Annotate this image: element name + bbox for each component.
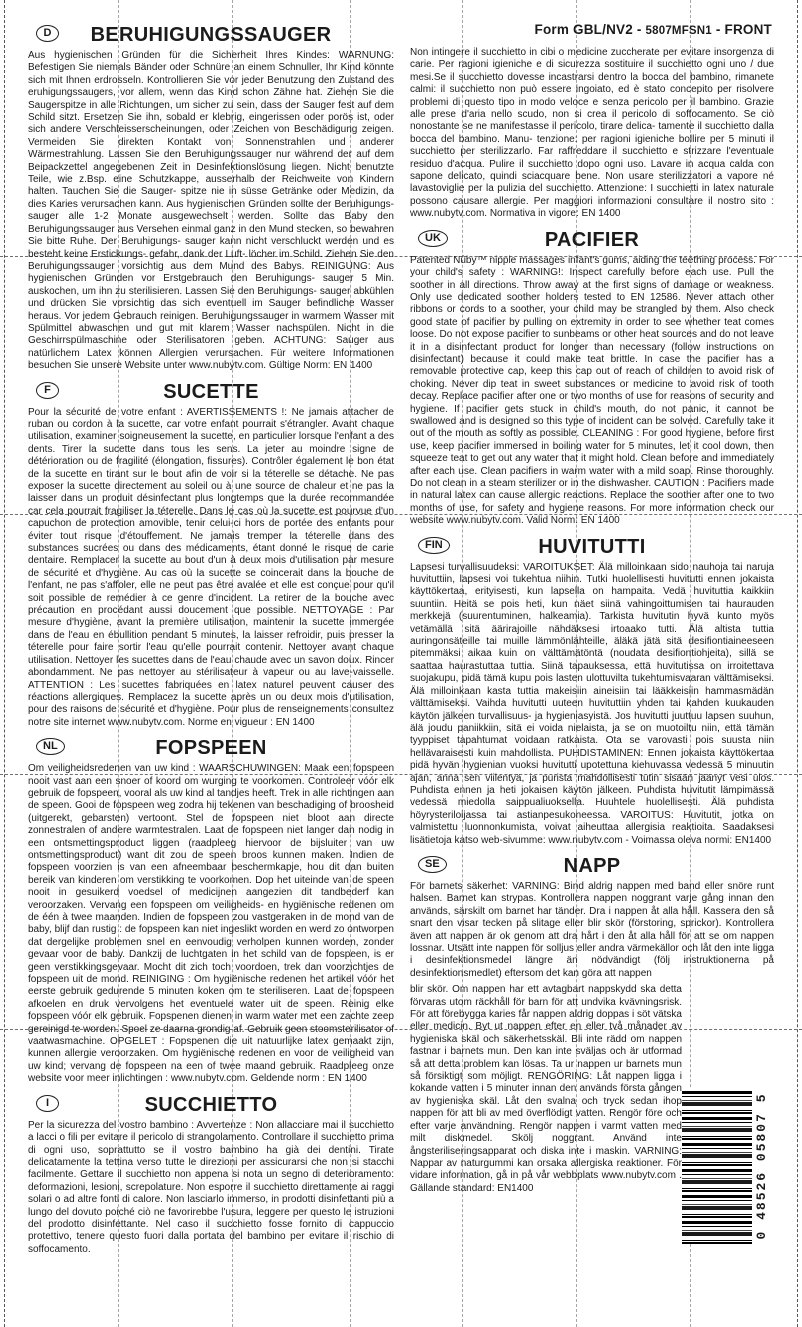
barcode: [682, 1088, 778, 1244]
language-badge-fin: FIN: [418, 537, 450, 554]
language-badge-d: D: [36, 25, 59, 42]
section-header-english: [410, 228, 774, 252]
cut-line-left-edge: [4, 0, 5, 1327]
section-english: [410, 228, 774, 528]
section-body-swedish-wide: För barnets säkerhet: VARNING: Bind aldrig nappen med band eller snöre runt halsen. Barnet kan strypas. Kontrollera nappen noggrant varje gång innan den används, särskilt om barnet har tänder. Dra i nappen åt alla håll. Kassera den så snart den visar tecken på slitage eller blir skör (förstoring, sprickor). Kontrollera även att nappen är ok genom att dra hårt i den åt alla håll för att se om nappen lossnar. Utsätt inte nappen för solljus eller andra värmekällor och låt den inte ligga i desinfektionsmedel längre än nödvändigt (följ instruktionerna på desinfektionsmedlet) eftersom det kan göra att nappen: [410, 880, 774, 979]
section-body-italian: Per la sicurezza del vostro bambino : Avvertenze : Non allacciare mai il succhietto a lacci o fili per evitare il pericolo di strangolamento. Controllare il succhietto prima di ogni uso, soprattutto se il vostro bambino ha già dei dentini. Tirate delicatamente la tettina verso tutte le direzioni per assicurarsi che non si stacchi facilmente. Gettare il succhietto non appena si nota un segno di deterioramento: deformazioni, lesioni, screpolature. Non esporre il succhietto direttamente ai raggi solari o ad altre fonti di calore. Non lasciarlo immerso, in prodotti disinfettanti più a lungo del dovuto poiché ciò ne favorirebbe l'usura, leggere per questo le istruzioni del prodotto disinfettante. Nel caso il succhietto fosse fornito di cappuccio protettivo, tenere questo fuori dalla portata del bambino per evitare il rischio di soffocamento.: [28, 1119, 394, 1255]
section-title-swedish: NAPP: [563, 854, 621, 877]
section-body-german: Aus hygienischen Gründen für die Sicherheit Ihres Kindes: WARNUNG: Befestigen Sie niemals Bänder oder Schnüre an einem Schnuller, Ihr Kind könnte sich mit Ihnen erdrosseln. Kontrollieren Sie vor jeder Benutzung den Zustand des eruhigungssaugers, vor allem, wenn das Kind schon Zähne hat. Ziehen Sie die Saugerspitze in alle Richtungen, um sicher zu sein, dass der Sauger fest auf dem Schild sitzt. Ersetzen Sie ihn, sobald er klebrig, eingerissen oder porös ist, oder sich andere Verschleisserscheinungen, oder Zeichen von Beschädigung zeigen. Vermeiden Sie direkten Kontakt von Sonnenstrahlen und anderer Wärmestrahlung. Lassen Sie den Beruhigungssauger nur während der auf dem Beipackzettel angegebenen Zeit in Desinfektionslösung liegen. Nicht benutzte Teile, wie z.Bsp. eine Schutzkappe, ausserhalb der Reichweite von Kindern halten. Tauchen Sie die Sauger- spitze nie in süsse Getränke oder Medizin, da dies Karies verursachen kann. Aus hygienischen Gründen sollte der Beruhigungs- sauger alle 1-2 Monate ausgewechselt werden. Sollte das Baby den Beruhigungssauger aus Versehen einmal ganz in den Mund stecken, so bewahren Sie bitte Ruhe. Der Beruhigungs- sauger kann nicht verschluckt werden und es besteht keine Erstickungs- gefahr, dank der Luft- löcher im Schild. Ziehen Sie den Beruhigungssauger vorsichtig aus dem Mund des Babys. REINIGUNG: Aus hygienischen Gründen vor Erstgebrauch den Beruhigungs- sauger 5 Min. auskochen, um ihn zu sterilisieren. Lassen Sie den Beruhigungs- sauger abkühlen und drücken Sie vorsichtig das sich eventuell im Sauger befindliche Wasser heraus. Vor jedem Gebrauch reinigen. Beruhigungssauger in warmem Wasser mit Spülmittel abwaschen und gut mit klarem Wasser nachspülen. Nicht in die Geschirrspülmaschine oder Sterilisatoren geben. ACHTUNG: Sauger aus natürlichem Latex können Allergien verursachen. Für weitere Informationen besuchen Sie unsere Website unter www.nubytv.com. Gültige Norm: EN 1400: [28, 50, 394, 372]
language-badge-uk: UK: [418, 230, 448, 247]
form-header-suffix: - FRONT: [715, 22, 772, 37]
form-header: [410, 22, 772, 37]
section-body-dutch: Om veiligheidsredenen van uw kind : WAARSCHUWINGEN: Maak een fopspeen nooit vast aan een snoer of koord om wurging te voorkomen. Controleer vóór elk gebruik de fopspeen, vooral als uw kind al tandjes heeft. Trek in alle richtingen aan de speen. Gooi de fopspeen weg zodra hij tekenen van beschadiging of broosheid (uitgerekt, gebarsten) vertoont. Stel de fopspeen niet bloot aan directe zonnestralen of andere warmtestralen. Laat de fopspeen niet langer dan nodig in een ontsmettingsproduct liggen (raadpleeg hiervoor de bijsluiter van uw ontsmettingsproduct) want dit zou de speen broos kunnen maken. Indien de fopspeen voorzien is van een afneembaar beschermkapje, hou dit dan buiten bereik van kinderen om verstikking te voorkomen. Dop het uiteinde van de speen nooit in gesuikerd voedsel of medicijnen aangezien dit tandbederf kan veroorzaken. Vervang een fopspeen om veiligheids- en hygiënische redenen om de één à twee maanden. Indien de fopspeen zou vastgeraken in de mond van de baby, blijf dan rustig : de fopspeen kan niet ingeslikt worden en werd zo ontworpen dat dergelijke problemen snel en eenvoudig verholpen kunnen worden, zonder gevaar voor de baby. Dankzij de luchtgaten in het schild van de fopspeen, is er geen verstikkingsgevaar. Mocht dit zich toch voordoen, trek dan voorzichtjes de fopspeen uit de mond. REINIGING : Om hygiënische redenen het artikel vóór het eerste gebruik gedurende 5 minuten koken om te steriliseren. Laat de fopspeen afkoelen en druk vervolgens het eventuele water uit de speen. Reinig elke fopspeen vóór elk gebruik. Fopspenen dienen in warm water met een zachte zeep gereinigd te worden. Spoel ze daarna grondig af. Gebruik geen stoomsterilisator of vaatwasmachine. OPGELET : Fopspenen die uit natuurlijke latex gemaakt zijn, kunnen allergie veroorzaken. Om hygiënische redenen en voor de veiligheid van uw kind; vervang de fopspeen na een of twee maand gebruik. Raadpleeg onze website voor meer inlichtingen : www.nubytv.com. Geldende norm : EN 1400: [28, 763, 394, 1085]
barcode-rotated-inner: [682, 1088, 778, 1244]
barcode-bars: [682, 1088, 752, 1244]
language-badge-se: SE: [418, 856, 447, 873]
language-badge-i: I: [36, 1095, 59, 1112]
section-title-italian: SUCCHIETTO: [144, 1093, 278, 1116]
left-column: [28, 16, 394, 1260]
section-body-english: Patented Nûby™ nipple massages infant's gums, aiding the teething process. For your child's safety : WARNING!: Inspect carefully before each use. Pull the soother in all directions. Throw away at the first signs of damage or weakness. Only use dedicated soother holders tested to EN 12586. Never attach other ribbons or cords to a soother, your child may be strangled by them. Also check good state of pacifier by pulling on extremity in order to see whether teat comes loose. Do not expose pacifier to sunbeams or other heat sources and do not leave it in a disinfectant product for longer than necessary (follow instructions on disinfectant) because it could make teat brittle. In case the pacifier has a removable protective cap, keep this cap out of reach of children to avoid risk of choking. Never dip teat in sweet substances or medicine to avoid risk of tooth decay. Replace pacifier after one or two months of use for reasons of security and hygiene. If pacifier gets stuck in child's mouth, do not panic, it cannot be swallowed and is designed so this type of incident can be solved. Carefully take it out of the mouth as softly as possible. CLEANING : For good hygiene, before first use, keep pacifier immersed in boiling water for 5 minutes, let it cool down, then squeeze teat to get out any water that it might hold. Clean before and immediately after each use. Clean pacifiers in warm water with a mild soap. Rinse thoroughly. Do not clean in a steam sterilizer or in the dishwasher. CAUTION : Pacifiers made in natural latex can cause allergic reactions. Replace the soother after one to two months of use, for safety and hygiene reasons. For more information check our website www.nubytv.com. Valid Norm: EN 1400: [410, 254, 774, 527]
section-body-swedish-narrow: blir skör. Om nappen har ett avtagbart nappskydd ska detta förvaras utom räckhåll för barn för att undvika kvävningsrisk. För att förebygga karies får nappen aldrig doppas i söt vätska eller medicin. Byt ut nappen efter en eller två månader av hygieniska skäl och säkerhetsskäl. Bli inte rädd om nappen fastnar i barnets mun. Den kan inte sväljas och är utformad så att detta problem kan lösas. Ta ur nappen ur barnets mun så försiktigt som möjligt. RENGÖRING: Låt nappen ligga i kokande vatten i 5 minuter innan den används första gången av hygieniska skäl. Låt den svalna och tryck sedan ihop nappen för att bli av med överflödigt vatten. Rengör före och efter varje användning. Rengör nappen i varmt vatten med milt diskmedel. Skölj noggrant. Använd inte ångsteriliseringsapparat och diska inte i maskin. VARNING: Nappar av naturgummi kan orsaka allergiska reaktioner. För vidare information, gå in på vår webbplats www.nubytv.com . Gällande standard: EN1400: [410, 984, 682, 1194]
section-header-german: [28, 23, 394, 47]
section-dutch: [28, 736, 394, 1086]
section-header-french: [28, 380, 394, 404]
section-header-swedish: [410, 854, 774, 878]
section-finnish: [410, 535, 774, 847]
section-french: [28, 380, 394, 730]
section-title-finnish: HUVITUTTI: [538, 535, 646, 558]
cut-line-right-edge: [797, 0, 798, 1327]
section-title-german: BERUHIGUNGSSAUGER: [90, 24, 332, 46]
section-german: [28, 23, 394, 373]
barcode-digits: 0 48526 05807 5: [754, 1092, 769, 1240]
section-header-finnish: [410, 535, 774, 559]
section-header-dutch: [28, 736, 394, 760]
section-header-italian: [28, 1093, 394, 1117]
form-header-code: 5807MFSN1: [645, 25, 712, 37]
section-body-finnish: Lapsesi turvallisuudeksi: VAROITUKSET: Älä milloinkaan sido nauhoja tai naruja huvituttiin, lapsesi voi tukehtua niihin. Tutki huolellisesti huvitutti ennen jokaista käyttökertaa, erityisesti, kun lapsella on hampaita. Vedä huvituttia kaikkiin suuntiin. Heitä se pois heti, kun näet siinä vahingoittumisen tai haurauden merkkejä (suurentuminen, halkeamia). Tarkista huvitutin hyvä kunto myös vetämällä sitä äärirajoille nähdäksesi irtoaako tutti. Älä altista tuttia auringonsäteille tai muille lämmönlähteille, äläkä jätä sitä desifiontiaineeseen pitemmäksi aikaa kuin on välttämätöntä (noudata desifiontiohjeita), sillä se saattaa haurastuttaa tuttia. Siinä tapauksessa, että huvitutissa on irroitettava suojakupu, pidä tämä kupu pois lasten ulottuvilta tukehtumisvaaran välttämiseksi. Älä milloinkaan kasta tuttia makeisiin aineisiin tai lääkkeisiin hammasmädän välttämiseksi. Vaihda huvitutti uuteen huvituttiin yhden tai kahden kuukauden käytön jälkeen turvallisuus- ja hygieniasyistä. Jos huvitutti juuttuu lapsen suuhun, älä joudu paniikkiin, sitä ei voida nielaista, ja se on muotoiltu niin, että tämän tyyppiset tapahtumat voidaan ratkaista. Ota se varovasti pois suusta niin hellävaraisesti kuin mahdollista. PUHDISTAMINEN: Ennen jokaista käyttökertaa pidä hyvän hygienian vuoksi huvitutti upotettuna kiehuvassa vedessä 5 minuutin ajan, anna sen viilentyä, ja purista mahdollisesti tutin sisään jäänyt vesi ulos. Puhdista ennen ja heti jokaisen käytön jälkeen. Puhdista huvitutit lämpimässä vedessä miedolla saippualiuoksella. Huuhtele huolellisesti. Älä puhdista höyrysteriloijassa tai astianpesukoneessa. VAROITUS: Huvitutit, jotka on valmistettu luonnonkumista, voivat aiheuttaa allergisia reaktioita. Saadaksesi lisätietoja katso web-sivumme: www.nubytv.com - Voimassa oleva normi: EN1400: [410, 561, 774, 846]
language-badge-f: F: [36, 382, 59, 399]
form-header-prefix: Form GBL/NV2 -: [534, 22, 642, 37]
section-title-french: SUCETTE: [163, 380, 259, 403]
section-title-dutch: FOPSPEEN: [155, 737, 267, 760]
section-italian: [28, 1093, 394, 1256]
section-title-english: PACIFIER: [544, 228, 640, 251]
right-column: [410, 16, 774, 1199]
italian-continuation: Non intingere il succhietto in cibi o medicine zuccherate per evitare insorgenza di carie. Per ragioni igieniche e di sicurezza sostituire il succhietto ogni uno / due mesi.Se il succhietto dovesse incastrarsi dentro la bocca del bambino, rimanete calmi: il succhietto non può essere ingoiato, ed è stato concepito per risolvere problemi di questo tipo in modo veloce e senza pericolo per il bambino. Grazie alle prese d'aria nello scudo, non si crea il pericolo di soffocamento. Se ciò nonostante se ne manifestasse il pericolo, tirare delica- tamente il succhietto dalla bocca del bambino. Manu- tenzione: per ragioni igieniche bollire per 5 minuti il succhietto per sterilizzarlo. Far raffreddare il succhietto e strizzare l'eventuale residuo d'acqua. Pulire il succhietto dopo ogni uso. Lavare in acqua calda con sapone delicato, quindi sciacquare bene. Non usare sterilizzatori a vapore né lavastoviglie per la pulizia del succhietto. Attenzione: I succhietti in latex naturale possono causare allergie. Per maggiori informazioni consultare il nostro sito : www.nubytv.com. Normativa in vigore: EN 1400: [410, 47, 774, 220]
language-badge-nl: NL: [36, 738, 65, 755]
section-body-french: Pour la sécurité de votre enfant : AVERTISSEMENTS !: Ne jamais attacher de ruban ou cordon à la sucette, car votre enfant pourrait s'étrangler. Avant chaque utilisation, examiner soigneusement la sucette, en particulier lorsque l'enfant a des dents. Tirer la sucette dans tous les sens. La jeter au moindre signe de détérioration ou de fragilité (élongation, fissures). Contrôler également le bon état de la sucette en tirant sur le bout afin de voir si la téterelle se détache. Ne pas exposer la sucette directement au soleil ou à une source de chaleur et ne pas la laisser dans un produit désinfectant plus longtemps que la durée recommandée car cela pourrait fragiliser la téterelle. Dans le cas où la sucette est pourvue d'un capuchon de protection amovible, tenir celui-ci hors de portée des enfants pour éviter tout risque d'étouffement. Ne jamais tremper la téterelle dans des substances sucrées ou dans des médicaments, étant donné le risque de carie dentaire. Remplacer la sucette au bout d'un à deux mois d'utilisation par mesure de sécurité et d'hygiène. Au cas où la sucette se coincerait dans la bouche de l'enfant, ne pas s'affoler, elle ne peut pas être avalée et elle est conçue pour qu'il soit possible de remédier à ce genre d'incident. La retirer de la bouche avec précaution en procédant aussi doucement que possible. NETTOYAGE : Par mesure d'hygiène, avant la première utilisation, maintenir la sucette immergée dans de l'eau en ébullition pendant 5 minutes, la laisser refroidir, puis presser la téterelle pour faire sortir l'eau qu'elle pourrait contenir. Nettoyer avant chaque utilisation. Nettoyer les sucettes dans de l'eau chaude avec un savon doux. Rincer abondamment. Ne pas nettoyer au stérilisateur à vapeur ou au lave-vaisselle. ATTENTION : Les sucettes fabriquées en latex naturel peuvent causer des réactions allergiques. Remplacez la sucette après un ou deux mois d'utilisation, pour des raisons de sécurité et d'hygiène. Pour plus de renseignements consultez notre site internet www.nubytv.com. Norme en vigueur : EN 1400: [28, 406, 394, 728]
